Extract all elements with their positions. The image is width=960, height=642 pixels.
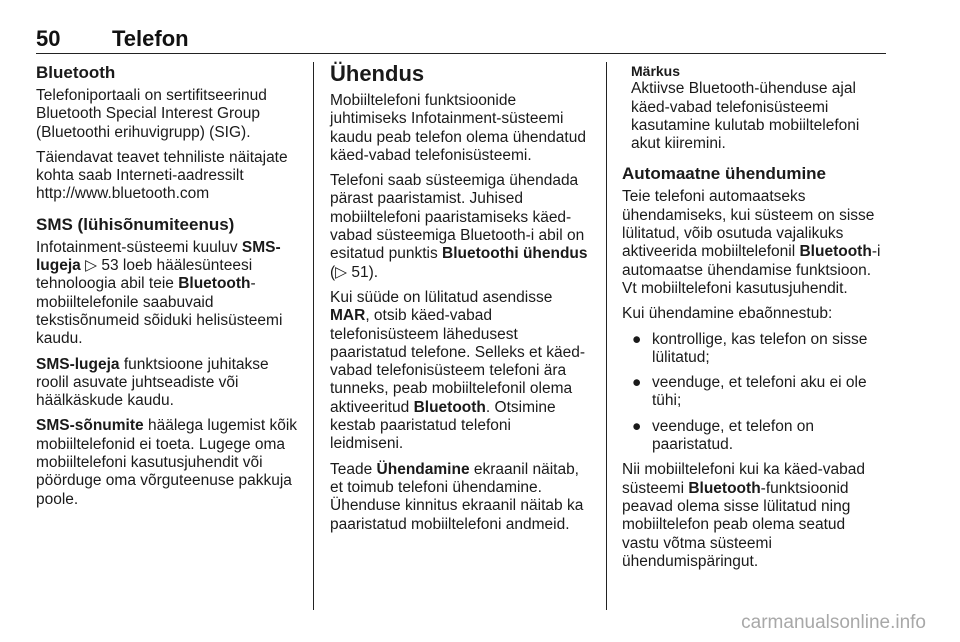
text-line: et toimub telefoni ühendamine.	[330, 478, 542, 496]
text-line: Teie telefoni automaatseks	[622, 188, 806, 206]
list-item	[622, 374, 890, 411]
bold-term: SMS-sõnumite	[36, 417, 144, 435]
paragraph	[330, 172, 600, 282]
header-rule	[36, 53, 886, 54]
text-line: käed-vabad telefonisüsteemi.	[330, 146, 532, 164]
text-line: mobiiltelefonile saabuvaid	[36, 293, 214, 311]
text-line: veenduge, et telefon on	[652, 417, 815, 435]
list-item	[622, 418, 890, 455]
text-run: , otsib käed-vabad	[365, 307, 492, 325]
text-run: . Otsimine	[485, 398, 556, 416]
text-run: tehnoloogia abil teie	[36, 275, 179, 293]
bold-term: Bluetoothi ühendus	[442, 245, 588, 263]
column-1	[36, 62, 306, 516]
section-heading-uhendus: Ühendus	[330, 61, 425, 86]
column-divider	[313, 62, 314, 610]
text-line: pärast paaristamist. Juhised	[330, 190, 523, 208]
text-line: kontrollige, kas telefon on sisse	[652, 330, 868, 348]
text-line: peavad olema sisse lülitatud ning	[622, 497, 851, 515]
bullet-icon: ●	[632, 374, 642, 392]
paragraph	[622, 188, 890, 298]
page-ref-arrow-icon: ▷	[335, 263, 348, 281]
column-2	[330, 62, 600, 541]
bullet-list	[622, 331, 890, 455]
watermark: carmanualsonline.info	[741, 612, 926, 633]
bullet-icon: ●	[632, 417, 642, 435]
text-line: telefonisüsteem lähedusest	[330, 325, 518, 343]
bullet-icon: ●	[632, 330, 642, 348]
paragraph: Kui ühendamine ebaõnnestub:	[622, 305, 833, 323]
text-line: tühi;	[652, 392, 682, 410]
text-run: funktsioone juhitakse	[119, 355, 269, 373]
paragraph	[330, 92, 600, 165]
text-line: veenduge, et telefoni aku ei ole	[652, 374, 867, 392]
text-line: kaudu peab telefon olema ühendatud	[330, 128, 586, 146]
text-line: kestab paaristatud telefoni	[330, 417, 511, 435]
text-line: Telefoniportaali on sertifitseerinud	[36, 87, 267, 104]
text-run: -funktsioonid	[760, 479, 849, 497]
text-line: vastu võtma süsteemi	[622, 534, 772, 552]
bold-term: Bluetooth	[178, 275, 251, 293]
text-line: kasutamine kulutab mobiiltelefoni	[631, 116, 860, 134]
text-line: paaristatud telefone. Selleks et käed-	[330, 343, 586, 361]
paragraph	[36, 417, 306, 508]
text-line: ühendamiseks, kui süsteem on sisse	[622, 206, 875, 224]
text-run: 53 loeb häälesünteesi	[97, 257, 253, 275]
text-run: süsteemi	[622, 479, 689, 497]
text-line: paaristatud mobiiltelefoni andmeid.	[330, 515, 570, 533]
section-heading-sms: SMS (lühisõnumiteenus)	[36, 214, 235, 234]
bold-term: Bluetooth	[688, 479, 761, 497]
text-line: käed-vabad telefonisüsteemi	[631, 98, 829, 116]
text-line: mobiiltelefoni paaristamiseks käed-	[330, 208, 572, 226]
text-line: häälkäskude kaudu.	[36, 392, 174, 410]
section-heading-bluetooth: Bluetooth	[36, 63, 116, 82]
bold-term: lugeja	[36, 257, 81, 275]
section-heading-automatic-connection: Automaatne ühendumine	[622, 164, 827, 184]
text-line: mobiiltelefonid ei toeta. Lugege oma	[36, 435, 286, 453]
list-item	[622, 331, 890, 368]
paragraph	[330, 289, 600, 454]
text-run: (▷ 51).	[330, 263, 379, 281]
text-line: poole.	[36, 490, 79, 508]
text-line: Mobiiltelefoni funktsioonide	[330, 92, 517, 109]
text-run: häälega lugemist kõik	[143, 417, 298, 435]
text-line: vabad süsteemiga Bluetooth-i abil on	[330, 227, 585, 245]
text-line: Vt mobiiltelefoni kasutusjuhendit.	[622, 279, 848, 297]
bold-term: SMS-lugeja	[36, 355, 120, 373]
text-run: -i	[871, 243, 881, 261]
text-line: automaatse ühendamise funktsioon.	[622, 261, 872, 279]
text-run: aktiveeritud	[330, 398, 414, 416]
text-run: aktiveerida mobiiltelefonil	[622, 243, 800, 261]
text-line: mobiiltelefoni kasutusjuhendit või	[36, 454, 263, 472]
paragraph	[330, 461, 600, 534]
chapter-title: Telefon	[112, 26, 189, 51]
column-divider	[606, 62, 607, 610]
text-line: pöörduge oma võrguteenuse pakkuja	[36, 472, 292, 490]
text-line: vabad telefonisüsteem telefoni ära	[330, 362, 567, 380]
text-line: Ühenduse kinnitus ekraanil näitab ka	[330, 497, 584, 515]
text-line: tekstisõnumeid sõiduki helisüsteemi	[36, 311, 283, 329]
text-line: tunneks, peab mobiiltelefonil olema	[330, 380, 573, 398]
page-ref-arrow-icon: ▷	[85, 257, 98, 275]
text-line: Kui süüde on lülitatud asendisse	[330, 288, 553, 306]
text-line: Aktiivse Bluetooth-ühenduse ajal	[631, 80, 856, 98]
note-title: Märkus	[631, 63, 681, 79]
bold-term: Bluetooth	[799, 243, 872, 261]
paragraph	[36, 149, 306, 204]
text-line: (Bluetoothi erihuvigrupp) (SIG).	[36, 123, 251, 141]
text-line: leidmiseni.	[330, 435, 404, 453]
text-line: kaudu.	[36, 330, 83, 348]
note-box	[622, 62, 890, 153]
text-line: mobiiltelefon peab olema seatud	[622, 516, 846, 534]
text-line: juhtimiseks Infotainment-süsteemi	[330, 110, 564, 128]
page-number: 50	[36, 26, 61, 51]
bold-term: Ühendamine	[376, 460, 470, 478]
text-run: Teade	[330, 460, 377, 478]
url-text: http://www.bluetooth.com	[36, 185, 210, 203]
text-line: paaristatud.	[652, 436, 733, 454]
text-run: Infotainment-süsteemi kuuluv	[36, 238, 242, 256]
bold-term: SMS-	[241, 238, 281, 256]
paragraph	[36, 239, 306, 349]
page-reference	[330, 264, 600, 282]
text-line: Nii mobiiltelefoni kui ka käed-vabad	[622, 461, 865, 479]
text-line: ühendumispäringut.	[622, 552, 759, 570]
text-line: kohta saab Interneti-aadressilt	[36, 167, 244, 185]
column-3	[622, 62, 890, 578]
text-line: lülitatud, võib osutuda vajalikuks	[622, 225, 844, 243]
text-run: -	[250, 275, 256, 293]
bold-term: MAR	[330, 307, 366, 325]
bold-term: Bluetooth	[413, 398, 486, 416]
text-line: akut kiiremini.	[631, 135, 726, 153]
text-line: Bluetooth Special Interest Group	[36, 105, 261, 123]
paragraph	[622, 461, 890, 571]
text-line: roolil asuvate juhtseadiste või	[36, 373, 239, 391]
text-line: lülitatud;	[652, 348, 710, 366]
text-line: Telefoni saab süsteemiga ühendada	[330, 172, 579, 190]
paragraph	[36, 356, 306, 411]
paragraph	[36, 87, 306, 142]
text-run: esitatud punktis	[330, 245, 443, 263]
text-line: Täiendavat teavet tehniliste näitajate	[36, 148, 288, 166]
text-run: ekraanil näitab,	[469, 460, 579, 478]
